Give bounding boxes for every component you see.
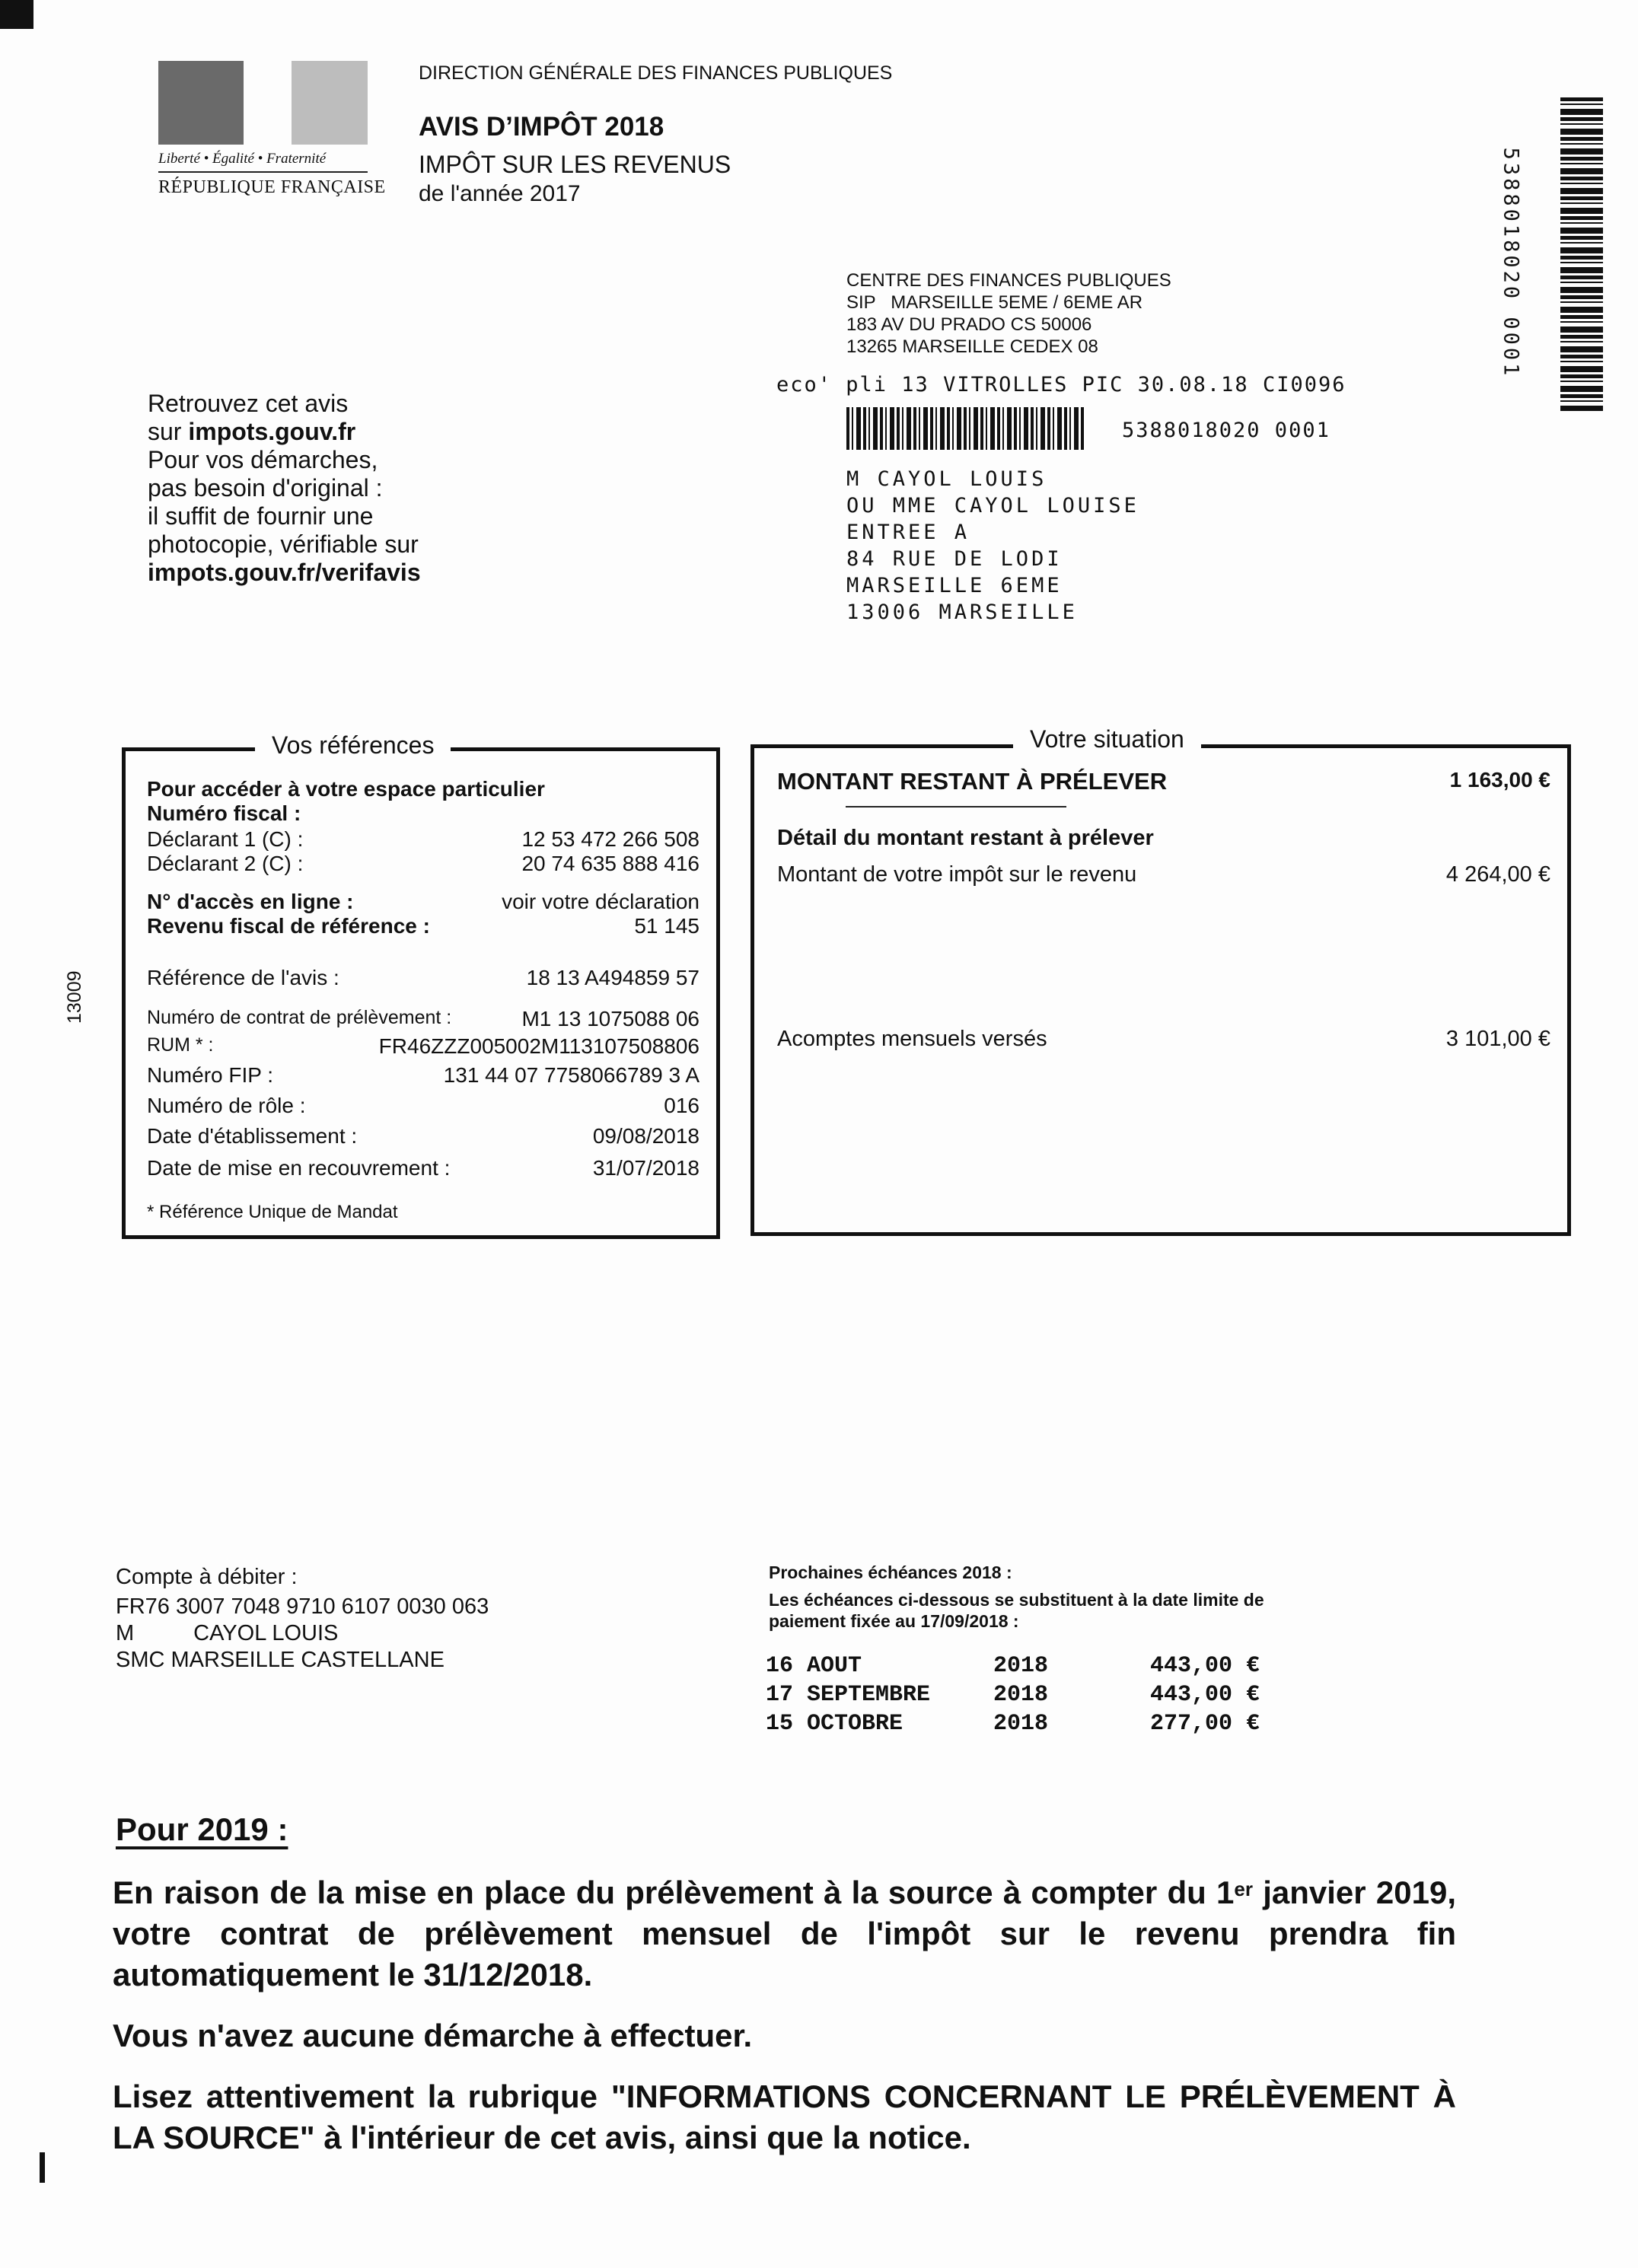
account-iban: FR76 3007 7048 9710 6107 0030 063 bbox=[116, 1594, 489, 1619]
schedule-row: 15 OCTOBRE 2018 277,00 € bbox=[766, 1711, 1260, 1737]
sender-line: 183 AV DU PRADO CS 50006 bbox=[846, 314, 1092, 335]
impots-link[interactable]: impots.gouv.fr bbox=[188, 418, 356, 445]
scan-corner-mark bbox=[0, 0, 33, 29]
situation-divider bbox=[846, 806, 1066, 807]
recipient-address bbox=[846, 466, 1139, 626]
marianne-flag-icon bbox=[158, 61, 368, 145]
vertical-barcode-icon bbox=[1560, 97, 1603, 411]
schedule-note: Les échéances ci-dessous se substituent à la date limite de bbox=[769, 1590, 1264, 1610]
account-label: Compte à débiter : bbox=[116, 1565, 298, 1589]
info-line: pas besoin d'original : bbox=[148, 474, 383, 502]
notice-paragraph: En raison de la mise en place du prélèvement à la source à compter du 1er janvier 2019, votre contrat de prélèvement mensuel de l'impôt sur le revenu prendra fin automatiquement le 31/12/2018. bbox=[113, 1875, 1456, 1992]
online-info-note bbox=[148, 390, 421, 587]
info-line: Pour vos démarches, bbox=[148, 446, 378, 473]
recipient-line: ENTREE A bbox=[846, 521, 970, 544]
notice-paragraph: Vous n'avez aucune démarche à effectuer. bbox=[113, 2018, 753, 2053]
org-name: DIRECTION GÉNÉRALE DES FINANCES PUBLIQUES bbox=[419, 62, 893, 84]
recipient-line: 84 RUE DE LODI bbox=[846, 547, 1063, 571]
rum-row: RUM * : FR46ZZZ005002M113107508806 bbox=[147, 1034, 699, 1058]
detail-heading: Détail du montant restant à prélever bbox=[777, 826, 1154, 850]
situation-title: Votre situation bbox=[1013, 725, 1201, 753]
recipient-line: MARSEILLE 6EME bbox=[846, 574, 1063, 597]
references-box bbox=[122, 731, 720, 1239]
recipient-line: 13006 MARSEILLE bbox=[846, 600, 1078, 624]
marianne-logo bbox=[158, 61, 386, 198]
sender-line: 13265 MARSEILLE CEDEX 08 bbox=[846, 336, 1098, 357]
notice-2019-title: Pour 2019 : bbox=[116, 1811, 288, 1847]
document-year: de l'année 2017 bbox=[419, 181, 581, 206]
avis-ref-row: Référence de l'avis : 18 13 A494859 57 bbox=[147, 966, 699, 989]
sender-address bbox=[846, 269, 1171, 358]
horizontal-barcode-icon bbox=[846, 407, 1084, 450]
declarant1-row: Déclarant 1 (C) : 12 53 472 266 508 bbox=[147, 827, 699, 851]
horizontal-barcode-number: 5388018020 0001 bbox=[1122, 419, 1330, 442]
schedule-header bbox=[769, 1562, 1264, 1632]
account-holder: M CAYOL LOUIS bbox=[116, 1621, 339, 1645]
logo-republic: RÉPUBLIQUE FRANÇAISE bbox=[158, 177, 386, 197]
sender-line: SIP MARSEILLE 5EME / 6EME AR bbox=[846, 292, 1143, 313]
declarant2-row: Déclarant 2 (C) : 20 74 635 888 416 bbox=[147, 852, 699, 875]
schedule-row: 17 SEPTEMBRE 2018 443,00 € bbox=[766, 1682, 1260, 1708]
recipient-line: OU MME CAYOL LOUISE bbox=[846, 494, 1139, 518]
account-bank: SMC MARSEILLE CASTELLANE bbox=[116, 1648, 445, 1672]
logo-motto: Liberté • Égalité • Fraternité bbox=[158, 151, 327, 167]
role-row: Numéro de rôle : 016 bbox=[147, 1094, 699, 1117]
info-text: sur bbox=[148, 418, 189, 445]
side-code: 13009 bbox=[64, 970, 85, 1024]
fiscal-number-label: Numéro fiscal : bbox=[147, 801, 301, 825]
references-title: Vos références bbox=[255, 731, 451, 760]
document-subtitle: IMPÔT SUR LES REVENUS bbox=[419, 151, 731, 178]
fip-row: Numéro FIP : 131 44 07 7758066789 3 A bbox=[147, 1063, 699, 1087]
scan-margin-mark bbox=[40, 2152, 45, 2183]
notice-paragraph: Lisez attentivement la rubrique "INFORMATIONS CONCERNANT LE PRÉLÈVEMENT À LA SOURCE" à l'intérieur de cet avis, ainsi que la notice. bbox=[113, 2078, 1456, 2155]
schedule-row: 16 AOUT 2018 443,00 € bbox=[766, 1653, 1260, 1679]
info-line: Retrouvez cet avis bbox=[148, 390, 349, 417]
info-line: il suffit de fournir une bbox=[148, 502, 374, 530]
rum-footnote: * Référence Unique de Mandat bbox=[147, 1202, 398, 1222]
schedule-title: Prochaines échéances 2018 : bbox=[769, 1562, 1012, 1582]
establishment-row: Date d'établissement : 09/08/2018 bbox=[147, 1124, 699, 1148]
access-heading: Pour accéder à votre espace particulier bbox=[147, 777, 545, 801]
online-access-row: N° d'accès en ligne : voir votre déclaration bbox=[147, 890, 699, 913]
recovery-row: Date de mise en recouvrement : 31/07/2018 bbox=[147, 1156, 699, 1180]
paid-row: Acomptes mensuels versés 3 101,00 € bbox=[777, 1027, 1550, 1051]
contract-row: Numéro de contrat de prélèvement : M1 13 1075088 06 bbox=[147, 1007, 699, 1030]
schedule-note: paiement fixée au 17/09/2018 : bbox=[769, 1611, 1019, 1631]
situation-box bbox=[750, 725, 1571, 1236]
schedule-table bbox=[766, 1652, 1260, 1738]
tax-row: Montant de votre impôt sur le revenu 4 264,00 € bbox=[777, 862, 1550, 887]
notice-2019-body bbox=[113, 1868, 1456, 2178]
verifavis-link[interactable]: impots.gouv.fr/verifavis bbox=[148, 559, 421, 586]
document-title: AVIS D’IMPÔT 2018 bbox=[419, 112, 664, 142]
logo-divider bbox=[158, 171, 368, 173]
info-line: photocopie, vérifiable sur bbox=[148, 530, 419, 558]
postal-stamp: eco' pli 13 VITROLLES PIC 30.08.18 CI0096 bbox=[776, 373, 1346, 397]
remaining-row: MONTANT RESTANT À PRÉLEVER 1 163,00 € bbox=[777, 768, 1550, 795]
info-line bbox=[148, 418, 421, 446]
rfr-row: Revenu fiscal de référence : 51 145 bbox=[147, 914, 699, 938]
debit-account bbox=[116, 1564, 489, 1674]
vertical-barcode-number: 5388018020 0001 bbox=[1499, 147, 1523, 379]
recipient-line: M CAYOL LOUIS bbox=[846, 467, 1047, 491]
sender-line: CENTRE DES FINANCES PUBLIQUES bbox=[846, 270, 1171, 291]
